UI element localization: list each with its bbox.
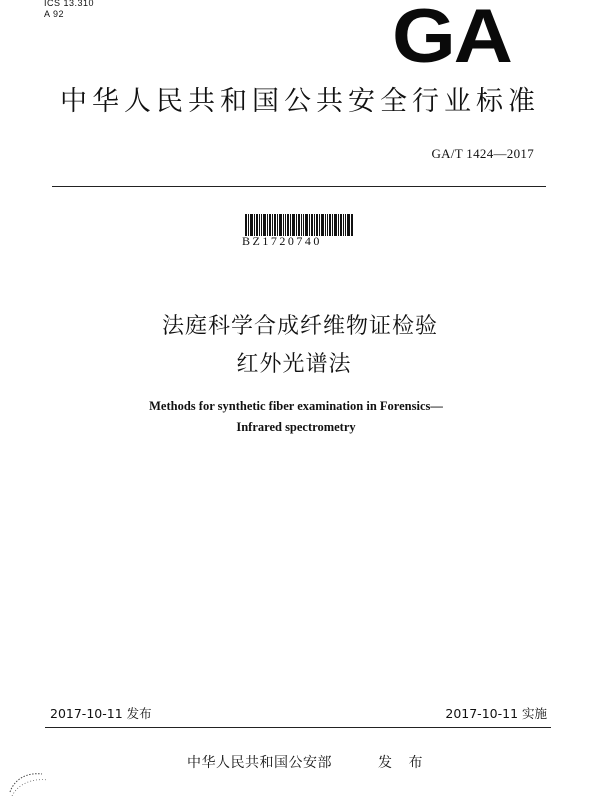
implementation-date: 2017-10-11 实施 <box>445 706 547 721</box>
standard-number: GA/T 1424—2017 <box>431 146 534 161</box>
ics-code: ICS 13.310 <box>44 0 95 8</box>
title-en-line2: Infrared spectrometry <box>236 420 356 434</box>
standard-category-title: 中华人民共和国公共安全行业标准 <box>60 86 540 117</box>
publish-label: 发 布 <box>378 755 429 771</box>
seal-stamp-icon <box>2 752 62 796</box>
title-cn-line1: 法庭科学合成纤维物证检验 <box>161 314 438 339</box>
issue-date: 2017-10-11 发布 <box>50 706 152 721</box>
title-en-line1: Methods for synthetic fiber examination in Forensics— <box>149 399 443 413</box>
top-divider <box>52 186 546 187</box>
ccs-code: A 92 <box>44 9 65 19</box>
title-cn-line2: 红外光谱法 <box>236 352 352 377</box>
bottom-divider <box>45 727 551 728</box>
classification-codes <box>44 0 94 20</box>
issuing-department: 中华人民共和国公安部 <box>187 755 332 771</box>
barcode-icon <box>245 214 353 236</box>
barcode-number: BZ1720740 <box>242 234 322 248</box>
ga-logo: GA <box>392 0 511 79</box>
